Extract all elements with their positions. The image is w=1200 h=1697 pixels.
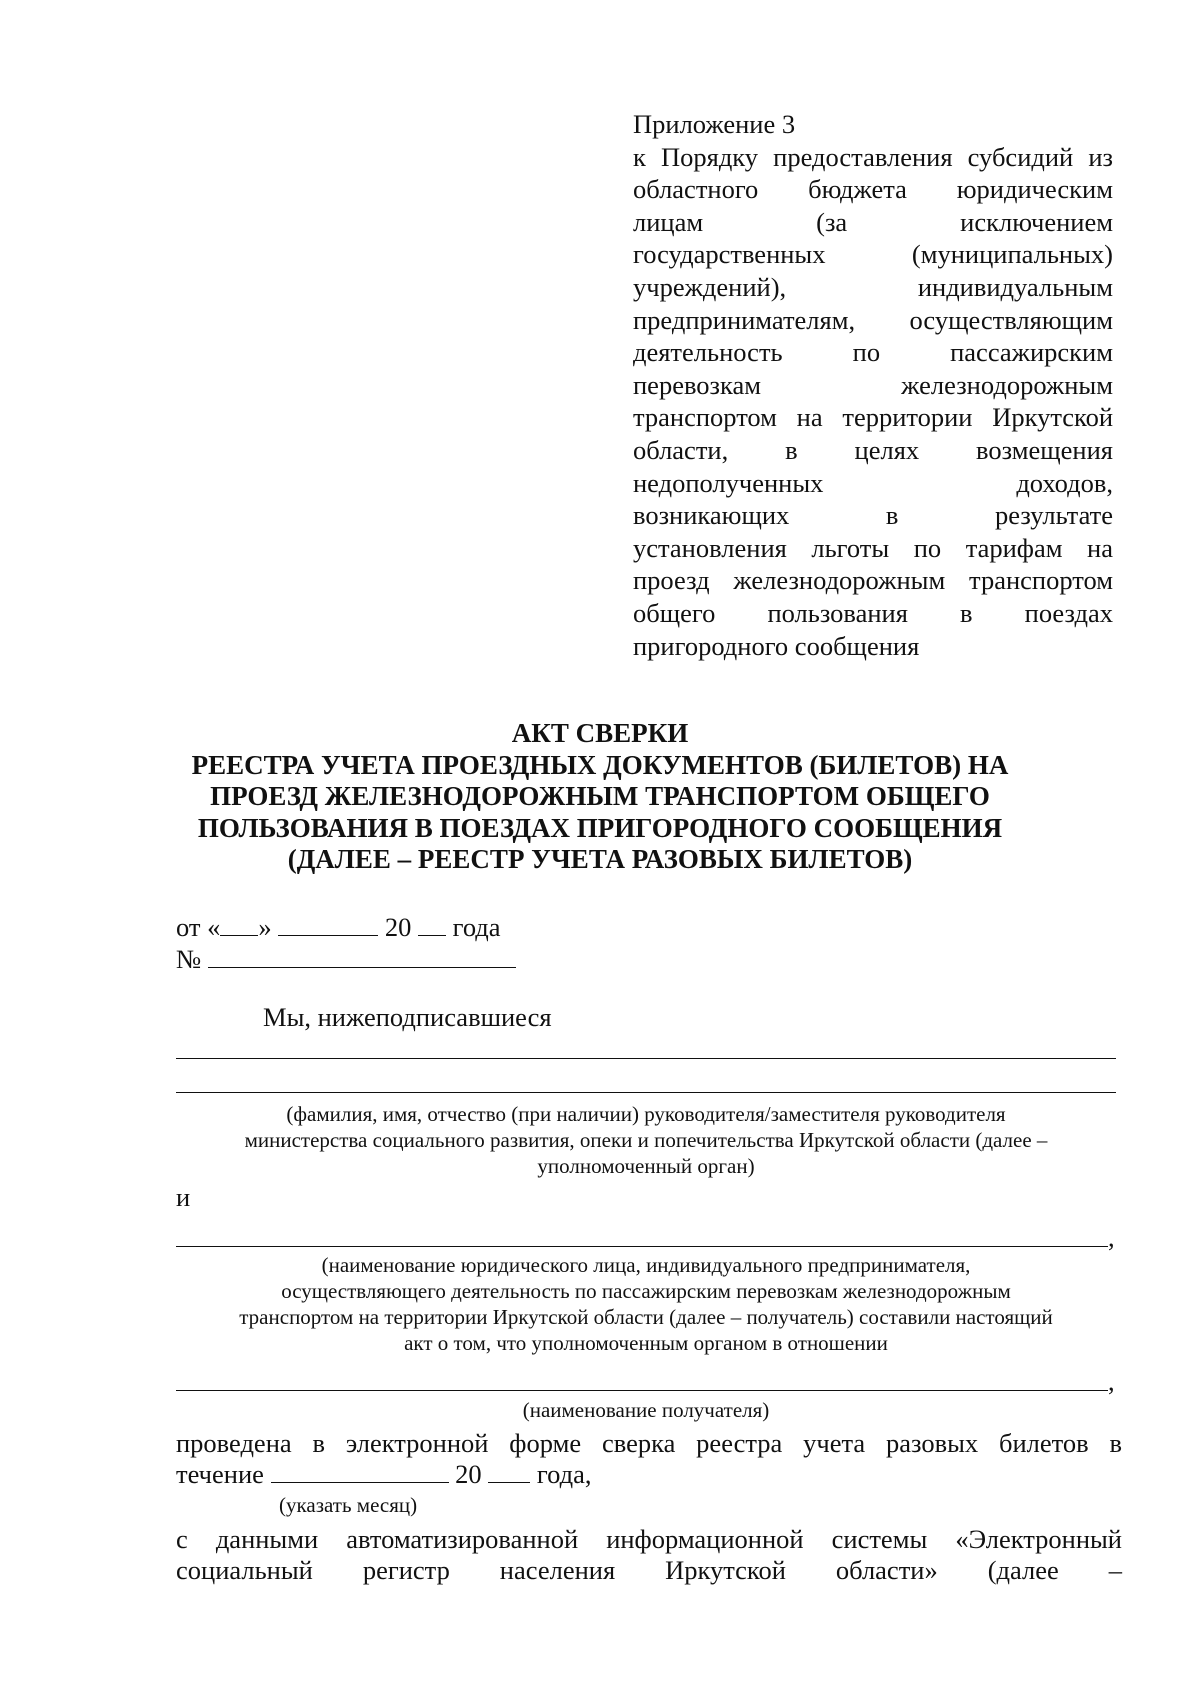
comma-mark: , bbox=[1108, 1222, 1115, 1252]
paragraph1-line1: проведена в электронной форме сверка реестра учета разовых билетов в bbox=[176, 1428, 1122, 1458]
appendix-line: области, в целях возмещения bbox=[633, 434, 1113, 465]
intro-text: Мы, нижеподписавшиеся bbox=[263, 1002, 552, 1032]
appendix-line: к Порядку предоставления субсидий из bbox=[633, 141, 1113, 172]
caption-official bbox=[176, 1101, 1116, 1179]
recipient-name-field[interactable] bbox=[176, 1390, 1108, 1391]
day-field[interactable] bbox=[220, 913, 258, 936]
date-close-quote: » bbox=[258, 912, 272, 942]
caption-line: (фамилия, имя, отчество (при наличии) руководителя/заместителя руководителя bbox=[286, 1102, 1006, 1126]
period-suffix: года, bbox=[536, 1459, 592, 1489]
appendix-line: возникающих в результате bbox=[633, 500, 1113, 531]
appendix-line: государственных (муниципальных) bbox=[633, 239, 1113, 270]
official-name-field-1[interactable] bbox=[176, 1058, 1116, 1059]
appendix-line: транспортом на территории Иркутской bbox=[633, 402, 1113, 433]
caption-line: (наименование юридического лица, индивидуального предпринимателя, bbox=[321, 1253, 971, 1277]
date-suffix: года bbox=[452, 912, 501, 942]
year-field[interactable] bbox=[418, 913, 446, 936]
title-line: ПОЛЬЗОВАНИЯ В ПОЕЗДАХ ПРИГОРОДНОГО СООБЩЕНИЯ bbox=[197, 812, 1003, 843]
document-title bbox=[150, 718, 1050, 876]
appendix-line: общего пользования в поездах bbox=[633, 597, 1113, 628]
official-name-field-2[interactable] bbox=[176, 1092, 1116, 1093]
appendix-line: пригородного сообщения bbox=[633, 630, 920, 661]
title-line: РЕЕСТРА УЧЕТА ПРОЕЗДНЫХ ДОКУМЕНТОВ (БИЛЕТОВ) НА bbox=[191, 749, 1009, 780]
appendix-line: лицам (за исключением bbox=[633, 206, 1113, 237]
appendix-line: недополученных доходов, bbox=[633, 467, 1113, 498]
caption-line: уполномоченный орган) bbox=[537, 1154, 755, 1178]
paragraph2-line2: социальный регистр населения Иркутской области» (далее – bbox=[176, 1555, 1122, 1585]
caption-recipient bbox=[176, 1252, 1116, 1356]
and-label: и bbox=[176, 1182, 191, 1212]
caption-recipient-name: (наименование получателя) bbox=[522, 1398, 770, 1422]
period-year-prefix: 20 bbox=[455, 1459, 482, 1489]
year-prefix: 20 bbox=[384, 912, 412, 942]
appendix-line: учреждений), индивидуальным bbox=[633, 271, 1113, 302]
date-prefix: от « bbox=[176, 912, 221, 942]
number-field[interactable] bbox=[208, 945, 516, 968]
caption-line: осуществляющего деятельность по пассажирским перевозкам железнодорожным bbox=[281, 1279, 1011, 1303]
date-line bbox=[176, 912, 501, 942]
appendix-line: деятельность по пассажирским bbox=[633, 337, 1113, 368]
period-prefix: течение bbox=[176, 1459, 264, 1489]
month-field[interactable] bbox=[278, 913, 378, 936]
caption-line: министерства социального развития, опеки и попечительства Иркутской области (далее – bbox=[244, 1128, 1048, 1152]
period-year-field[interactable] bbox=[488, 1460, 530, 1483]
appendix-line: перевозкам железнодорожным bbox=[633, 369, 1113, 400]
appendix-title: Приложение 3 bbox=[633, 109, 796, 139]
paragraph2-line1: с данными автоматизированной информационной системы «Электронный bbox=[176, 1524, 1122, 1554]
title-line: ПРОЕЗД ЖЕЛЕЗНОДОРОЖНЫМ ТРАНСПОРТОМ ОБЩЕГО bbox=[210, 781, 990, 811]
recipient-field[interactable] bbox=[176, 1246, 1108, 1247]
paragraph1-line2 bbox=[176, 1459, 591, 1489]
period-month-field[interactable] bbox=[271, 1460, 449, 1483]
appendix-line: областного бюджета юридическим bbox=[633, 174, 1113, 205]
number-label: № bbox=[176, 944, 202, 974]
title-line: АКТ СВЕРКИ bbox=[511, 718, 689, 748]
caption-month: (указать месяц) bbox=[279, 1493, 418, 1517]
title-line: (ДАЛЕЕ – РЕЕСТР УЧЕТА РАЗОВЫХ БИЛЕТОВ) bbox=[287, 844, 913, 874]
appendix-line: установления льготы по тарифам на bbox=[633, 532, 1113, 563]
caption-line: акт о том, что уполномоченным органом в отношении bbox=[404, 1331, 888, 1355]
appendix-block bbox=[633, 108, 1113, 662]
appendix-line: предпринимателям, осуществляющим bbox=[633, 304, 1113, 335]
caption-line: транспортом на территории Иркутской области (далее – получатель) составили настоящий bbox=[239, 1305, 1053, 1329]
number-line bbox=[176, 944, 516, 974]
comma-mark: , bbox=[1108, 1366, 1115, 1396]
appendix-line: проезд железнодорожным транспортом bbox=[633, 565, 1113, 596]
